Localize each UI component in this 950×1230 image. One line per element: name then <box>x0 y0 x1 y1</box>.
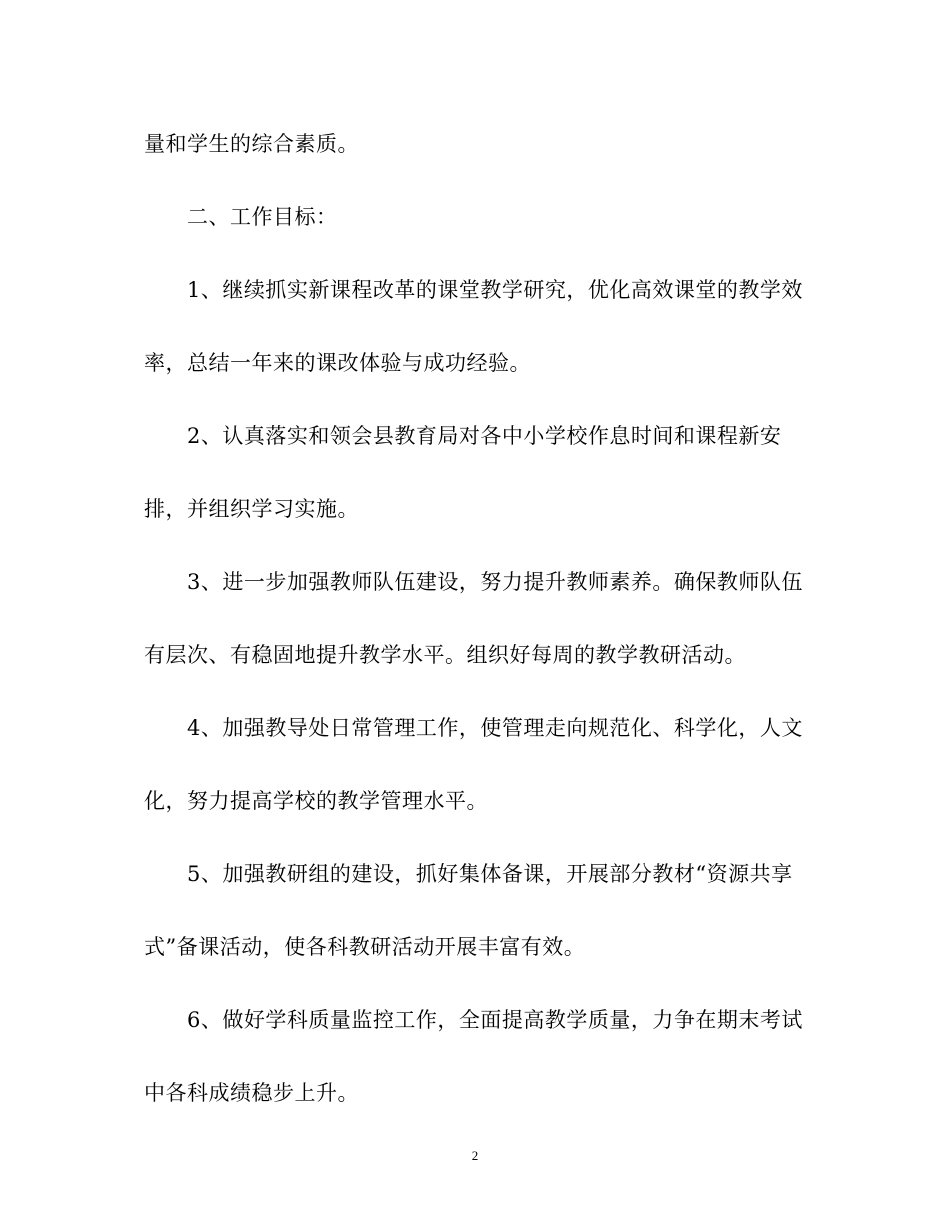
paragraph-line: 式”备课活动，使各科教研活动开展丰富有效。 <box>144 935 586 959</box>
section-heading: 二、工作目标： <box>187 205 338 229</box>
paragraph-line: 化，努力提高学校的教学管理水平。 <box>144 789 488 813</box>
paragraph-line: 2、认真落实和领会县教育局对各中小学校作息时间和课程新安 <box>187 424 782 448</box>
paragraph-line: 5、加强教研组的建设，抓好集体备课，开展部分教材“资源共享 <box>187 862 793 886</box>
paragraph-line: 1、继续抓实新课程改革的课堂教学研究，优化高效课堂的教学效 <box>187 278 803 302</box>
paragraph-line: 排，并组织学习实施。 <box>144 497 359 521</box>
paragraph-line: 率，总结一年来的课改体验与成功经验。 <box>144 351 531 375</box>
page-number: 2 <box>471 1148 479 1163</box>
paragraph-line: 4、加强教导处日常管理工作，使管理走向规范化、科学化，人文 <box>187 716 803 740</box>
paragraph-line: 量和学生的综合素质。 <box>144 132 359 156</box>
paragraph-line: 有层次、有稳固地提升教学水平。组织好每周的教学教研活动。 <box>144 643 746 667</box>
paragraph-line: 3、进一步加强教师队伍建设，努力提升教师素养。确保教师队伍 <box>187 570 803 594</box>
paragraph-line: 中各科成绩稳步上升。 <box>144 1081 359 1105</box>
paragraph-line: 6、做好学科质量监控工作，全面提高教学质量，力争在期末考试 <box>187 1008 803 1032</box>
